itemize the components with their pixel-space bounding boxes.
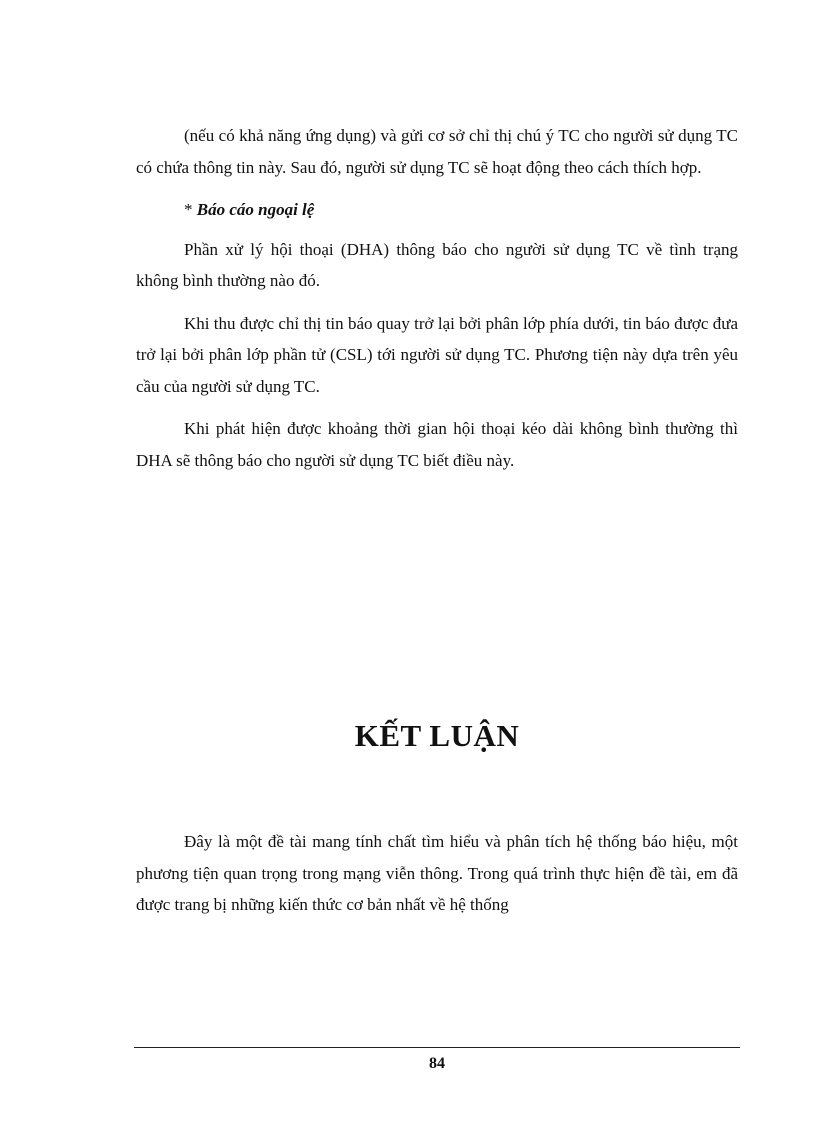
- chapter-title: KẾT LUẬN: [354, 718, 520, 753]
- body-text: [136, 120, 738, 487]
- subheading-bullet: *: [184, 200, 197, 219]
- paragraph-3: Khi thu được chỉ thị tin báo quay trở lại bởi phân lớp phía dưới, tin báo được đưa trở lại bởi phân lớp phần tử (CSL) tới người sử dụng TC. Phương tiện này dựa trên yêu cầu của người sử dụng TC.: [136, 313, 738, 396]
- paragraph-4: Khi phát hiện được khoảng thời gian hội thoại kéo dài không bình thường thì DHA sẽ thông báo cho người sử dụng TC biết điều này.: [136, 419, 738, 470]
- conclusion-text: [136, 826, 738, 932]
- paragraph-2: Phần xử lý hội thoại (DHA) thông báo cho người sử dụng TC về tình trạng không bình thường nào đó.: [136, 239, 738, 290]
- conclusion-paragraph-1: Đây là một đề tài mang tính chất tìm hiểu và phân tích hệ thống báo hiệu, một phương tiện quan trọng trong mạng viễn thông. Trong quá trình thực hiện đề tài, em đã được trang bị những kiến thức cơ bản nhất về hệ thống: [136, 832, 738, 914]
- subheading-exception-report: [136, 194, 738, 226]
- paragraph-1: (nếu có khả năng ứng dụng) và gửi cơ sở chỉ thị chú ý TC cho người sử dụng TC có chứa thông tin này. Sau đó, người sử dụng TC sẽ hoạt động theo cách thích hợp.: [136, 126, 738, 177]
- footer-divider: [134, 1047, 740, 1048]
- page-number: 84: [429, 1055, 445, 1072]
- subheading-title: Báo cáo ngoại lệ: [196, 200, 315, 219]
